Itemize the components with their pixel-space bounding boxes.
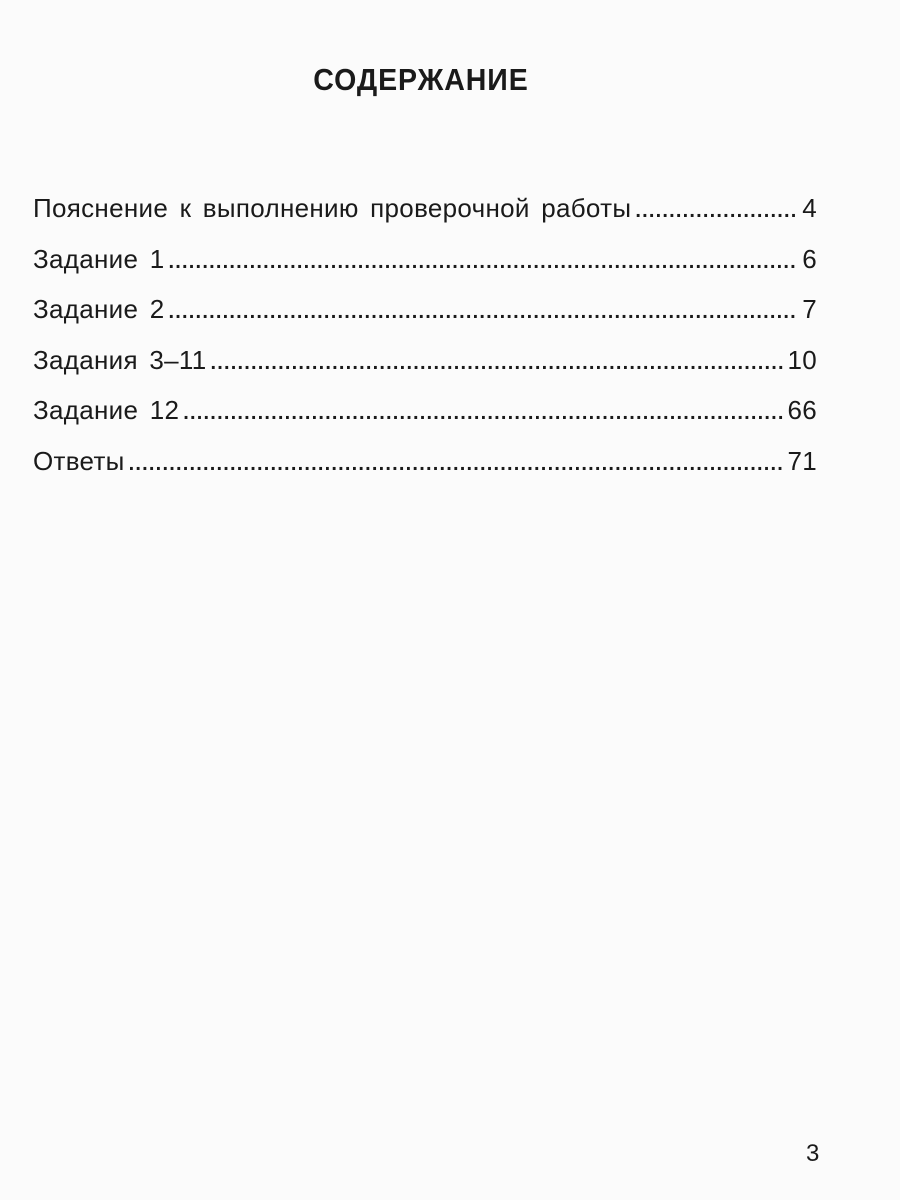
toc-entry-label: Пояснение к выполнению проверочной работы [33, 193, 632, 223]
toc-entry-label: Задание 1 [33, 243, 165, 274]
table-of-contents [33, 193, 817, 496]
toc-entry [33, 446, 817, 497]
toc-entry-label: Ответы [33, 445, 125, 476]
toc-entry-label: Задание 2 [33, 294, 165, 324]
dot-leader [129, 453, 784, 476]
dot-leader [183, 402, 783, 425]
toc-entry [33, 294, 817, 345]
dot-leader [635, 200, 798, 223]
dot-leader [169, 251, 799, 274]
toc-entry [33, 193, 817, 244]
toc-entry [33, 244, 817, 295]
toc-entry-label: Задания 3–11 [33, 344, 207, 375]
page-title: СОДЕРЖАНИЕ [313, 62, 529, 97]
toc-entry-page: 66 [787, 395, 817, 425]
toc-entry-page: 4 [802, 193, 817, 223]
dot-leader [211, 352, 784, 375]
toc-entry-page: 6 [802, 243, 817, 274]
toc-entry-page: 71 [787, 445, 817, 476]
toc-entry-label: Задание 12 [33, 395, 180, 425]
toc-entry-page: 7 [802, 294, 817, 324]
toc-entry-page: 10 [787, 344, 817, 375]
toc-entry [33, 345, 817, 396]
dot-leader [169, 301, 799, 324]
toc-entry [33, 395, 817, 446]
page-number: 3 [806, 1140, 820, 1167]
